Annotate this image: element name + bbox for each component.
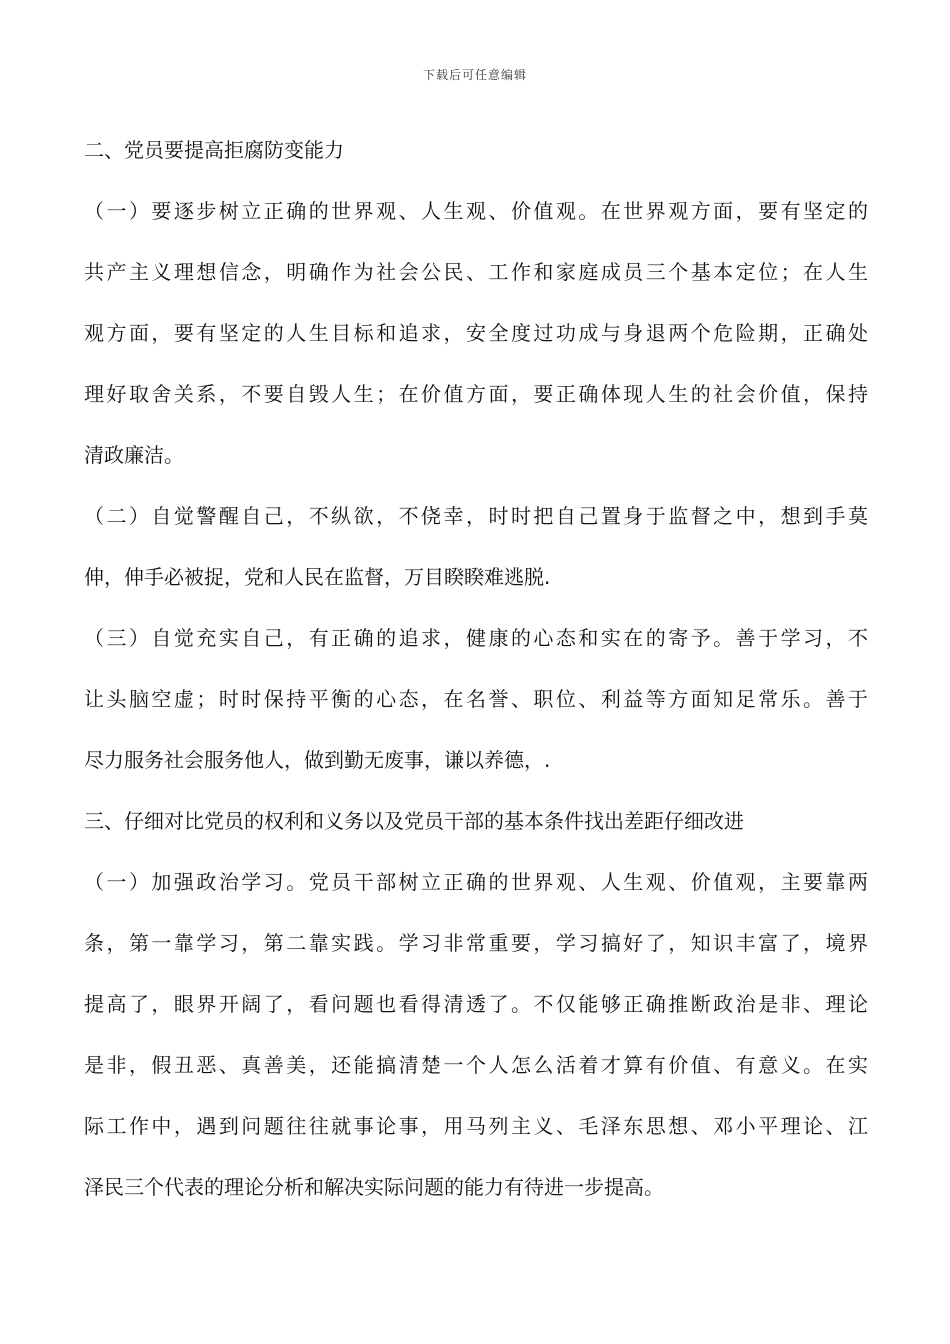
paragraph-line: 共产主义理想信念，明确作为社会公民、工作和家庭成员三个基本定位；在人生 (84, 260, 868, 284)
paragraph-line: 泽民三个代表的理论分析和解决实际问题的能力有待进一步提高。 (84, 1175, 664, 1199)
document-body (84, 120, 868, 1218)
paragraph-line: 是非，假丑恶、真善美，还能搞清楚一个人怎么活着才算有价值、有意义。在实 (84, 1053, 868, 1077)
paragraph-line: （三）自觉充实自己，有正确的追求，健康的心态和实在的寄予。善于学习，不 (84, 626, 868, 650)
paragraph-line: 际工作中，遇到问题往往就事论事，用马列主义、毛泽东思想、邓小平理论、江 (84, 1114, 868, 1138)
paragraph-line: 清政廉洁。 (84, 443, 184, 467)
section-heading: 二、党员要提高拒腐防变能力 (84, 138, 344, 162)
paragraph-line: 条，第一靠学习，第二靠实践。学习非常重要，学习搞好了，知识丰富了，境界 (84, 931, 868, 955)
paragraph-line: （一）加强政治学习。党员干部树立正确的世界观、人生观、价值观，主要靠两 (84, 870, 868, 894)
paragraph-line: 让头脑空虚；时时保持平衡的心态，在名誉、职位、利益等方面知足常乐。善于 (84, 687, 868, 711)
paragraph-line: 尽力服务社会服务他人，做到勤无废事，谦以养德，. (84, 748, 551, 772)
page-header: 下载后可任意编辑 (422, 68, 527, 82)
paragraph-line: 观方面，要有坚定的人生目标和追求，安全度过功成与身退两个危险期，正确处 (84, 321, 868, 345)
section-heading: 三、仔细对比党员的权利和义务以及党员干部的基本条件找出差距仔细改进 (84, 809, 744, 833)
paragraph-line: 伸，伸手必被捉，党和人民在监督，万目睽睽难逃脱. (84, 565, 551, 589)
paragraph-line: 理好取舍关系，不要自毁人生；在价值方面，要正确体现人生的社会价值，保持 (84, 382, 868, 406)
paragraph-line: （一）要逐步树立正确的世界观、人生观、价值观。在世界观方面，要有坚定的 (84, 199, 868, 223)
paragraph-line: 提高了，眼界开阔了，看问题也看得清透了。不仅能够正确推断政治是非、理论 (84, 992, 868, 1016)
paragraph-line: （二）自觉警醒自己，不纵欲，不侥幸，时时把自己置身于监督之中，想到手莫 (84, 504, 868, 528)
